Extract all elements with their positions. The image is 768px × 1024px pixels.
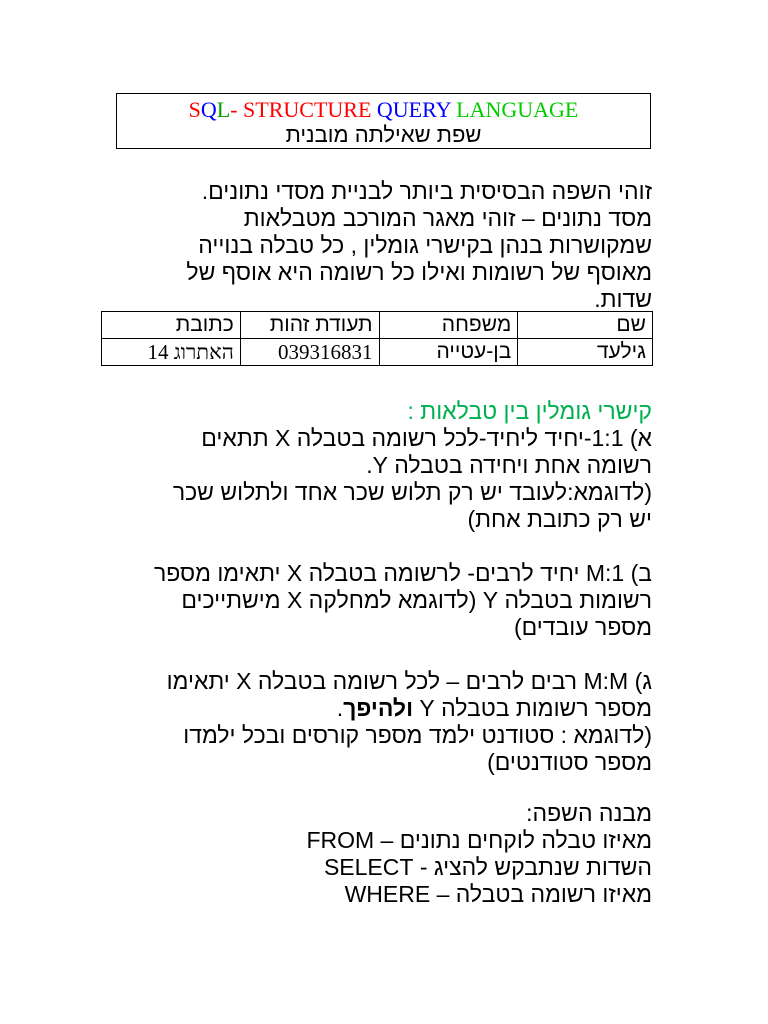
intro-line: מסד נתונים – זוהי מאגר המורכב מטבלאות — [243, 205, 652, 231]
relation-a-line: (לדוגמא:לעובד יש רק תלוש שכר אחד ולתלוש שכר — [172, 479, 652, 505]
structure-line: השדות שנתבקש להציג - SELECT — [323, 854, 652, 880]
table-header-row — [102, 312, 653, 339]
title-part-s: S — [188, 97, 201, 122]
intro-line: מאוסף של רשומות ואילו כל רשומה היא אוסף של — [186, 259, 652, 285]
table-row — [102, 339, 653, 366]
relations-heading-text: קישרי גומלין בין טבלאות : — [407, 398, 652, 424]
title-part-structure: - STRUCTURE — [230, 97, 377, 122]
title-part-q: Q — [200, 97, 217, 122]
title-hebrew: שפת שאילתה מובנית — [285, 122, 482, 147]
table-cell: בן-עטייה — [379, 339, 518, 366]
table-cell: 039316831 — [240, 339, 379, 366]
relation-c-line: ג) M:M רבים לרבים – לכל רשומה בטבלה X יתאימו — [166, 668, 652, 694]
relation-a-line: יש רק כתובת אחת) — [467, 506, 652, 532]
relation-b-line: רשומות בטבלה Y (לדוגמא למחלקה X מישתייכים — [181, 587, 652, 613]
relation-a — [92, 425, 652, 533]
relation-c-line: מספר סטודנטים) — [487, 749, 652, 775]
relations-heading — [92, 398, 652, 425]
relation-c-suffix: . — [336, 695, 344, 721]
intro-line: שמקושרות בנהן בקישרי גומלין , כל טבלה בנוייה — [198, 232, 652, 258]
title-english — [117, 97, 650, 123]
table-header-cell: תעודת זהות — [240, 312, 379, 339]
intro-paragraph — [92, 178, 652, 313]
relation-b — [92, 560, 652, 641]
relation-c — [92, 668, 652, 776]
language-structure — [92, 800, 652, 908]
title-part-l: L — [216, 97, 231, 122]
relation-c-line: (לדוגמא : סטודנט ילמד מספר קורסים ובכל ילמדו — [183, 722, 652, 748]
relation-b-line: ב) M:1 יחיד לרבים- לרשומה בטבלה X יתאימו מספר — [153, 560, 652, 586]
relation-c-line-2 — [92, 695, 652, 722]
intro-line: זוהי השפה הבסיסית ביותר לבניית מסדי נתונים. — [201, 178, 652, 204]
relation-b-line: מספר עובדים) — [514, 614, 652, 640]
structure-line: מאיזו טבלה לוקחים נתונים – FROM — [306, 827, 652, 853]
table-cell: גילעד — [518, 339, 653, 366]
example-table — [101, 311, 653, 366]
title-box — [116, 93, 651, 149]
title-part-language: LANGUAGE — [456, 97, 579, 122]
relation-a-line: א) 1:1-יחיד ליחיד-לכל רשומה בטבלה X תתאים — [201, 425, 652, 451]
relation-c-bold-word: ולהיפך — [343, 695, 414, 721]
title-part-query: QUERY — [376, 97, 457, 122]
intro-line: שדות. — [594, 286, 652, 312]
structure-line: מבנה השפה: — [526, 800, 652, 826]
table-header-cell: משפחה — [379, 312, 518, 339]
table-header-cell: כתובת — [102, 312, 241, 339]
relation-a-line: רשומה אחת ויחידה בטבלה Y. — [366, 452, 652, 478]
relation-c-prefix: מספר רשומות בטבלה Y — [413, 695, 652, 721]
structure-line: מאיזו רשומה בטבלה – WHERE — [344, 881, 652, 907]
table-header-cell: שם — [518, 312, 653, 339]
table-cell: האתרוג 14 — [102, 339, 241, 366]
